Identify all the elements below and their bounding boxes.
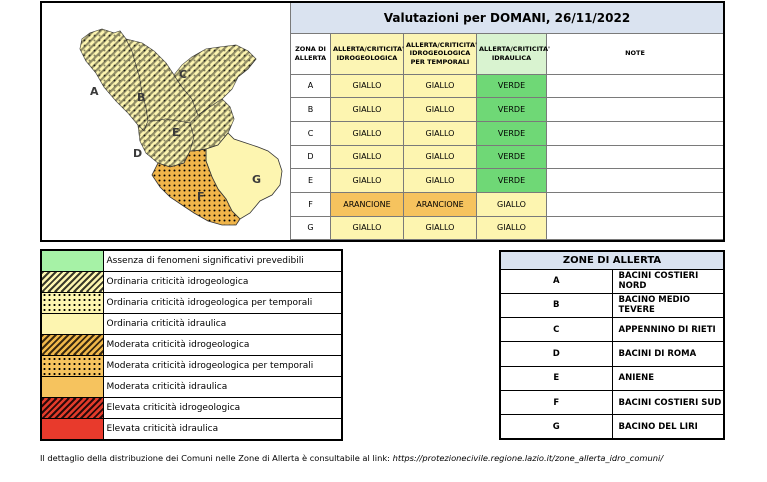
- zone-row: [500, 342, 724, 366]
- zone-name: APPENNINO DI RIETI: [612, 318, 724, 342]
- col-header-idrogeologica: ALLERTA/CRITICITA' IDROGEOLOGICA: [331, 33, 404, 74]
- legend-row: [41, 292, 342, 313]
- zones-title: ZONE DI ALLERTA: [500, 251, 724, 269]
- row-idraulica: GIALLO: [477, 192, 547, 216]
- zones-table: [499, 250, 725, 440]
- zone-letter: C: [500, 318, 612, 342]
- legend-swatch: [41, 271, 103, 292]
- evaluation-row: [291, 121, 724, 145]
- row-zone: A: [291, 74, 331, 98]
- col-header-idraulica: ALLERTA/CRITICITA' IDRAULICA: [477, 33, 547, 74]
- row-idrogeologica: GIALLO: [331, 169, 404, 193]
- legend-row: [41, 334, 342, 355]
- legend-label: Assenza di fenomeni significativi prevedibili: [103, 250, 342, 271]
- zone-letter: A: [500, 269, 612, 293]
- map-label-f: F: [197, 190, 205, 203]
- evaluation-title: Valutazioni per DOMANI, 26/11/2022: [291, 3, 724, 33]
- evaluation-rows: [291, 74, 724, 240]
- row-zone: C: [291, 121, 331, 145]
- legend-label: Elevata criticità idrogeologica: [103, 398, 342, 419]
- col-header-note: NOTE: [547, 33, 724, 74]
- evaluation-row: [291, 192, 724, 216]
- zone-letter: D: [500, 342, 612, 366]
- zone-row: [500, 415, 724, 439]
- legend-row: [41, 377, 342, 398]
- row-zone: D: [291, 145, 331, 169]
- map-label-b: B: [137, 91, 146, 104]
- footer-text: Il dettaglio della distribuzione dei Comuni nelle Zone di Allerta è consultabile al link:: [40, 453, 393, 463]
- zone-letter: G: [500, 415, 612, 439]
- map-label-c: C: [179, 68, 188, 81]
- zone-row: [500, 318, 724, 342]
- zone-row: [500, 269, 724, 293]
- legend-row: [41, 356, 342, 377]
- row-zone: E: [291, 169, 331, 193]
- row-idrogeologica: GIALLO: [331, 216, 404, 240]
- legend-label: Moderata criticità idraulica: [103, 377, 342, 398]
- row-idrogeologica: GIALLO: [331, 74, 404, 98]
- row-temporali: GIALLO: [404, 216, 477, 240]
- footer-note: [40, 453, 663, 463]
- legend-swatch: [41, 292, 103, 313]
- evaluation-row: [291, 169, 724, 193]
- evaluation-row: [291, 145, 724, 169]
- map-label-d: D: [133, 147, 143, 160]
- zone-name: BACINI DI ROMA: [612, 342, 724, 366]
- zone-letter: B: [500, 293, 612, 317]
- legend-swatch: [41, 334, 103, 355]
- row-idrogeologica: GIALLO: [331, 145, 404, 169]
- zone-name: BACINO MEDIO TEVERE: [612, 293, 724, 317]
- zone-row: [500, 293, 724, 317]
- legend-row: [41, 250, 342, 271]
- zone-name: BACINI COSTIERI SUD: [612, 390, 724, 414]
- zone-name: BACINI COSTIERI NORD: [612, 269, 724, 293]
- legend-label: Elevata criticità idraulica: [103, 419, 342, 440]
- row-idraulica: VERDE: [477, 121, 547, 145]
- legend-label: Moderata criticità idrogeologica per temporali: [103, 356, 342, 377]
- legend-label: Ordinaria criticità idrogeologica: [103, 271, 342, 292]
- legend-label: Moderata criticità idrogeologica: [103, 334, 342, 355]
- evaluation-row: [291, 98, 724, 122]
- legend-table: [40, 249, 343, 441]
- map-label-g: G: [252, 173, 262, 186]
- evaluation-row: [291, 216, 724, 240]
- legend-row: [41, 313, 342, 334]
- bulletin-frame: [40, 1, 725, 242]
- row-note: [547, 121, 724, 145]
- legend-label: Ordinaria criticità idraulica: [103, 313, 342, 334]
- map-svg: [42, 3, 290, 240]
- evaluation-row: [291, 74, 724, 98]
- row-idrogeologica: GIALLO: [331, 98, 404, 122]
- zone-row: [500, 366, 724, 390]
- legend-row: [41, 419, 342, 440]
- row-idraulica: VERDE: [477, 145, 547, 169]
- map-label-e: E: [172, 126, 180, 139]
- row-temporali: GIALLO: [404, 74, 477, 98]
- legend-swatch: [41, 313, 103, 334]
- row-temporali: GIALLO: [404, 145, 477, 169]
- map-label-a: A: [90, 85, 99, 98]
- row-zone: B: [291, 98, 331, 122]
- row-temporali: ARANCIONE: [404, 192, 477, 216]
- legend-swatch: [41, 398, 103, 419]
- row-note: [547, 145, 724, 169]
- row-note: [547, 98, 724, 122]
- row-idrogeologica: GIALLO: [331, 121, 404, 145]
- row-note: [547, 74, 724, 98]
- row-idraulica: VERDE: [477, 98, 547, 122]
- row-idraulica: VERDE: [477, 169, 547, 193]
- row-idraulica: VERDE: [477, 74, 547, 98]
- col-header-temporali: ALLERTA/CRITICITA' IDROGEOLOGICA PER TEMPORALI: [404, 33, 477, 74]
- zone-name: BACINO DEL LIRI: [612, 415, 724, 439]
- row-note: [547, 192, 724, 216]
- row-idraulica: GIALLO: [477, 216, 547, 240]
- zone-letter: F: [500, 390, 612, 414]
- footer-link[interactable]: https://protezionecivile.regione.lazio.it/zone_allerta_idro_comuni/: [392, 453, 664, 463]
- evaluation-table: [290, 3, 723, 240]
- legend-swatch: [41, 250, 103, 271]
- zone-row: [500, 390, 724, 414]
- row-note: [547, 169, 724, 193]
- row-idrogeologica: ARANCIONE: [331, 192, 404, 216]
- zone-name: ANIENE: [612, 366, 724, 390]
- row-zone: G: [291, 216, 331, 240]
- row-zone: F: [291, 192, 331, 216]
- legend-swatch: [41, 377, 103, 398]
- row-temporali: GIALLO: [404, 169, 477, 193]
- row-note: [547, 216, 724, 240]
- zone-letter: E: [500, 366, 612, 390]
- legend-row: [41, 271, 342, 292]
- row-temporali: GIALLO: [404, 98, 477, 122]
- legend-swatch: [41, 356, 103, 377]
- lazio-alert-map: [42, 3, 290, 240]
- legend-swatch: [41, 419, 103, 440]
- col-header-zone: ZONA DI ALLERTA: [291, 33, 331, 74]
- legend-label: Ordinaria criticità idrogeologica per temporali: [103, 292, 342, 313]
- legend-row: [41, 398, 342, 419]
- row-temporali: GIALLO: [404, 121, 477, 145]
